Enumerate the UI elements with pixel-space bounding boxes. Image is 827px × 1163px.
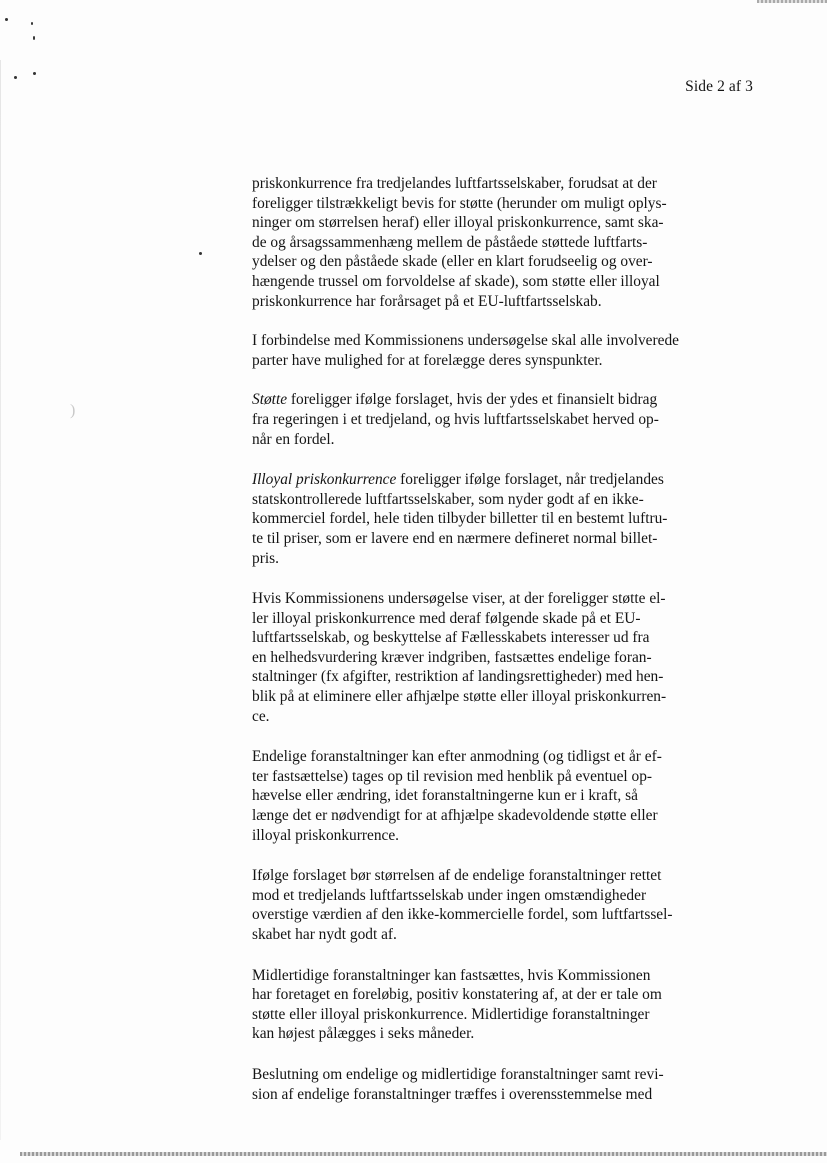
paragraph-line: staltninger (fx afgifter, restriktion af landingsrettigheder) med hen- — [252, 668, 664, 686]
paragraph-line: længe det er nødvendigt for at afhjælpe skadevoldende støtte eller — [252, 807, 658, 825]
paragraph-line: overstige værdien af den ikke-kommercielle fordel, som luftfartssel- — [252, 906, 673, 924]
paragraph-line: parter have mulighed for at forelægge deres synspunkter. — [252, 351, 603, 369]
paragraph-line: sion af endelige foranstaltninger træffes i overensstemmelse med — [252, 1085, 653, 1103]
paragraph-line: pris. — [252, 549, 279, 567]
paragraph-line: når en fordel. — [252, 430, 335, 448]
paragraph — [252, 174, 752, 311]
paragraph-line: I forbindelse med Kommissionens undersøgelse skal alle involverede — [252, 332, 679, 350]
body-text — [252, 154, 752, 1104]
paragraph-line: priskonkurrence fra tredjelandes luftfartsselskaber, forudsat at der — [252, 175, 657, 192]
scan-speck — [33, 36, 35, 40]
paragraph-line: ter fastsættelse) tages op til revision med henblik på eventuel op- — [252, 767, 653, 785]
paragraph-line: de og årsagssammenhæng mellem de påståede støttede luftfarts- — [252, 233, 648, 251]
paragraph — [252, 747, 752, 845]
paragraph — [252, 331, 752, 370]
paragraph-line: luftfartsselskab, og beskyttelse af Fællesskabets interesser ud fra — [252, 629, 650, 647]
scan-mark: ) — [70, 402, 76, 419]
paragraph-line: Endelige foranstaltninger kan efter anmodning (og tidligst et år ef- — [252, 748, 662, 766]
scan-speck — [199, 252, 202, 255]
paragraph-line: støtte eller illoyal priskonkurrence. Midlertidige foranstaltninger — [252, 1005, 650, 1023]
paragraph — [252, 470, 752, 568]
paragraph — [252, 866, 752, 944]
scan-artifact-bottom — [20, 1152, 827, 1156]
scan-edge-left — [0, 60, 1, 1140]
paragraph-line: Ifølge forslaget bør størrelsen af de endelige foranstaltninger rettet — [252, 867, 662, 885]
paragraph-line: priskonkurrence har forårsaget på et EU-luftfartsselskab. — [252, 292, 602, 310]
scan-speck — [31, 22, 33, 25]
paragraph-line: ce. — [252, 707, 270, 725]
paragraph-line: kommerciel fordel, hele tiden tilbyder billetter til en bestemt luftru- — [252, 510, 668, 528]
scan-artifact-top — [757, 0, 827, 3]
paragraph-line: foreligger tilstrækkeligt bevis for støtte (herunder om muligt oplys- — [252, 194, 667, 212]
paragraph — [252, 966, 752, 1044]
paragraph-line: en helhedsvurdering kræver indgriben, fastsættes endelige foran- — [252, 648, 652, 666]
paragraph-line: te til priser, som er lavere end en nærmere defineret normal billet- — [252, 529, 658, 547]
paragraph-line: hængende trussel om forvoldelse af skade), som støtte eller illoyal — [252, 272, 660, 290]
paragraph-line: illoyal priskonkurrence. — [252, 826, 400, 844]
paragraph-line: kan højest pålægges i seks måneder. — [252, 1025, 475, 1043]
paragraph-lead-term: Støtte — [252, 391, 288, 409]
page-number: Side 2 af 3 — [685, 78, 753, 95]
scan-speck — [14, 76, 17, 79]
paragraph-line: skabet har nydt godt af. — [252, 926, 397, 943]
paragraph-line: har foretaget en foreløbig, positiv konstatering af, at der er tale om — [252, 986, 662, 1004]
paragraph-line: ydelser og den påståede skade (eller en klart forudseelig og over- — [252, 253, 653, 271]
paragraph-line: fra regeringen i et tredjeland, og hvis luftfartsselskabet herved op- — [252, 410, 659, 428]
paragraph-line: Midlertidige foranstaltninger kan fastsættes, hvis Kommissionen — [252, 966, 651, 984]
paragraph — [252, 589, 752, 726]
paragraph-line: Beslutning om endelige og midlertidige foranstaltninger samt revi- — [252, 1065, 664, 1083]
paragraph-line: ler illoyal priskonkurrence med deraf følgende skade på et EU- — [252, 609, 641, 627]
scan-speck — [33, 72, 36, 75]
paragraph-line: blik på at eliminere eller afhjælpe støtte eller illoyal priskonkurren- — [252, 688, 667, 706]
paragraph-line: ninger om størrelsen heraf) eller illoyal priskonkurrence, samt ska- — [252, 214, 664, 232]
paragraph-line: Hvis Kommissionens undersøgelse viser, at der foreligger støtte el- — [252, 590, 666, 608]
scan-speck — [5, 18, 8, 21]
paragraph-line: foreligger ifølge forslaget, hvis der ydes et finansielt bidrag — [287, 391, 658, 409]
paragraph — [252, 1065, 752, 1104]
paragraph-line: statskontrollerede luftfartsselskaber, som nyder godt af en ikke- — [252, 490, 644, 508]
paragraph-line: hævelse eller ændring, idet foranstaltningerne kun er i kraft, så — [252, 787, 638, 805]
paragraph-line: foreligger ifølge forslaget, når tredjelandes — [396, 471, 664, 489]
paragraph-lead-term: Illoyal priskonkurrence — [252, 471, 397, 489]
paragraph-line: mod et tredjelands luftfartsselskab under ingen omstændigheder — [252, 886, 647, 904]
paragraph — [252, 390, 752, 449]
